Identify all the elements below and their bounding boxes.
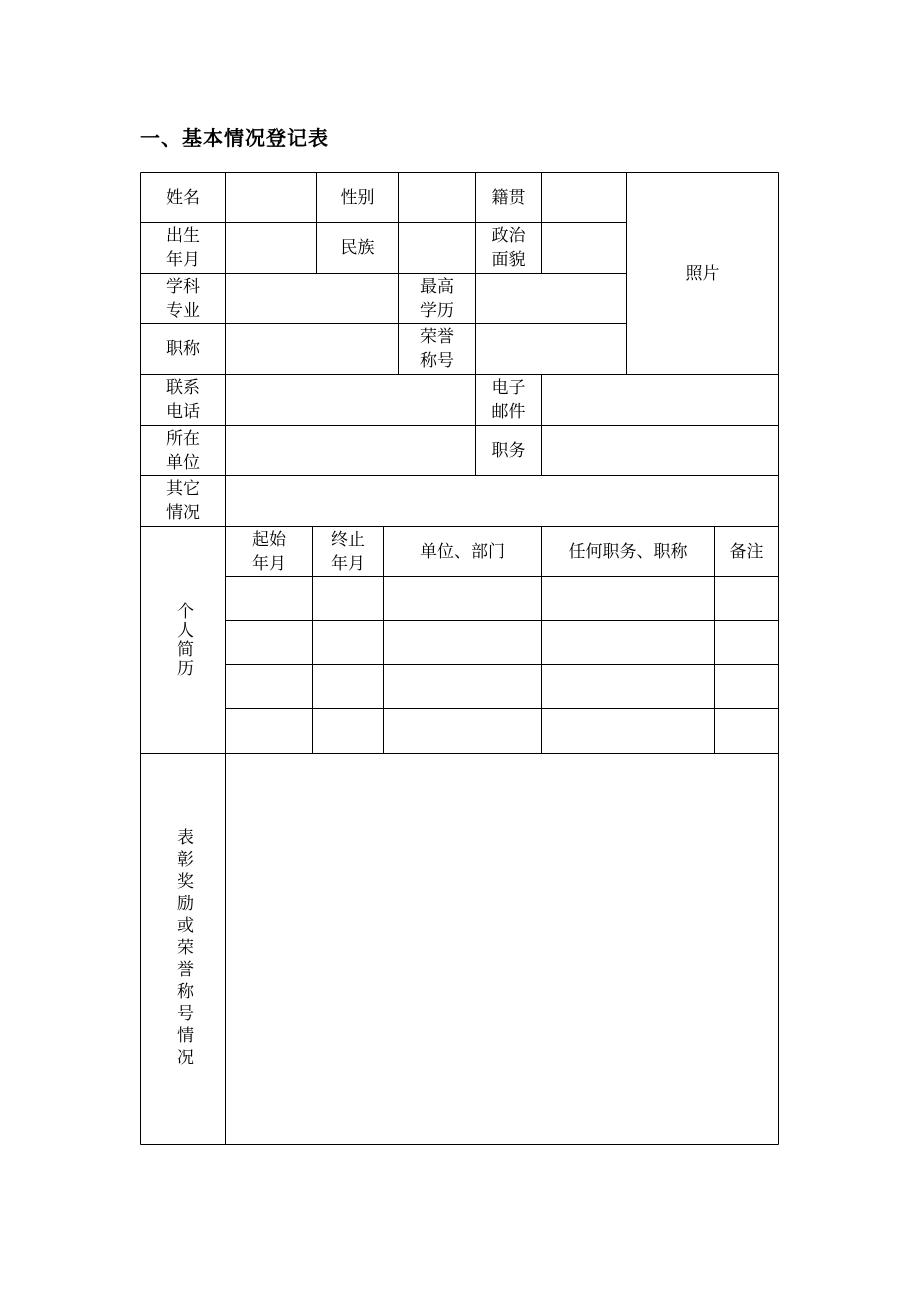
resume-row-2-end[interactable]	[313, 621, 383, 664]
title-label: 职称	[166, 339, 200, 359]
political-label	[476, 223, 541, 273]
birth-label-line2: 年月	[166, 250, 200, 270]
native-place-label: 籍贯	[491, 187, 526, 208]
name-label: 姓名	[166, 187, 200, 208]
phone-label-line1: 联系	[166, 378, 200, 398]
photo-label: 照片	[685, 263, 720, 284]
honor-field[interactable]	[476, 324, 626, 374]
unit-label	[141, 426, 225, 475]
name-field[interactable]	[226, 173, 316, 222]
major-label-line2: 专业	[166, 300, 200, 321]
major-label	[141, 274, 225, 323]
email-label-line1: 电子	[491, 378, 526, 398]
unit-field[interactable]	[226, 426, 475, 475]
position-field[interactable]	[542, 426, 778, 475]
other-label-line1: 其它	[166, 479, 200, 499]
other-field[interactable]	[226, 476, 778, 526]
resume-row-1-end[interactable]	[313, 577, 383, 620]
position-label: 职务	[491, 440, 526, 461]
unit-label-line2: 单位	[166, 452, 200, 473]
resume-section-label	[141, 527, 225, 753]
ethnicity-label: 民族	[340, 238, 375, 258]
education-field[interactable]	[476, 274, 626, 323]
native-place-field[interactable]	[542, 173, 626, 222]
resume-row-2-position[interactable]	[542, 621, 714, 664]
resume-section-text: 个人简历	[173, 602, 193, 678]
resume-row-3-note[interactable]	[715, 665, 778, 708]
resume-col-start-line1: 起始	[252, 529, 286, 550]
resume-row-3-position[interactable]	[542, 665, 714, 708]
resume-row-4-position[interactable]	[542, 709, 714, 753]
resume-col-start-line2: 年月	[252, 553, 286, 574]
major-label-line1: 学科	[166, 276, 200, 297]
resume-col-note: 备注	[729, 541, 764, 562]
resume-col-unit: 单位、部门	[420, 541, 505, 562]
email-label-line2: 邮件	[491, 402, 526, 422]
resume-row-1-unit[interactable]	[384, 577, 541, 620]
resume-col-position: 任何职务、职称	[568, 541, 688, 562]
resume-row-3-start[interactable]	[226, 665, 312, 708]
resume-col-end	[313, 527, 383, 576]
awards-section-label	[141, 754, 225, 1144]
phone-label-line2: 电话	[166, 402, 200, 422]
honor-label-line2: 称号	[420, 351, 454, 371]
birth-label-line1: 出生	[166, 226, 200, 246]
resume-row-4-end[interactable]	[313, 709, 383, 753]
unit-label-line1: 所在	[166, 428, 200, 449]
resume-row-1-position[interactable]	[542, 577, 714, 620]
education-label	[399, 274, 475, 323]
phone-field[interactable]	[226, 375, 475, 425]
political-field[interactable]	[542, 223, 626, 273]
ethnicity-field[interactable]	[399, 223, 475, 273]
form-title: 一、基本情况登记表	[140, 126, 329, 150]
resume-row-3-end[interactable]	[313, 665, 383, 708]
birth-field[interactable]	[226, 223, 316, 273]
awards-section-text: 表彰奖励或荣誉称号情况	[173, 828, 193, 1070]
title-field[interactable]	[226, 324, 398, 374]
education-label-line2: 学历	[420, 300, 454, 321]
email-label	[476, 375, 541, 425]
awards-field[interactable]	[226, 754, 778, 1144]
resume-col-end-line2: 年月	[331, 553, 365, 574]
political-label-line1: 政治	[491, 226, 526, 246]
phone-label	[141, 375, 225, 425]
resume-row-2-note[interactable]	[715, 621, 778, 664]
resume-row-1-note[interactable]	[715, 577, 778, 620]
other-label	[141, 476, 225, 526]
political-label-line2: 面貌	[491, 250, 526, 270]
resume-col-end-line1: 终止	[331, 529, 365, 550]
email-field[interactable]	[542, 375, 778, 425]
resume-row-4-unit[interactable]	[384, 709, 541, 753]
major-field[interactable]	[226, 274, 398, 323]
resume-row-2-start[interactable]	[226, 621, 312, 664]
resume-row-2-unit[interactable]	[384, 621, 541, 664]
resume-row-4-start[interactable]	[226, 709, 312, 753]
resume-col-start	[226, 527, 312, 576]
gender-label: 性别	[340, 187, 375, 208]
other-label-line2: 情况	[166, 503, 200, 523]
education-label-line1: 最高	[420, 276, 454, 297]
photo-box[interactable]	[627, 173, 778, 374]
birth-label	[141, 223, 225, 273]
honor-label-line1: 荣誉	[420, 327, 454, 347]
honor-label	[399, 324, 475, 374]
gender-field[interactable]	[399, 173, 475, 222]
resume-row-3-unit[interactable]	[384, 665, 541, 708]
resume-row-1-start[interactable]	[226, 577, 312, 620]
resume-row-4-note[interactable]	[715, 709, 778, 753]
